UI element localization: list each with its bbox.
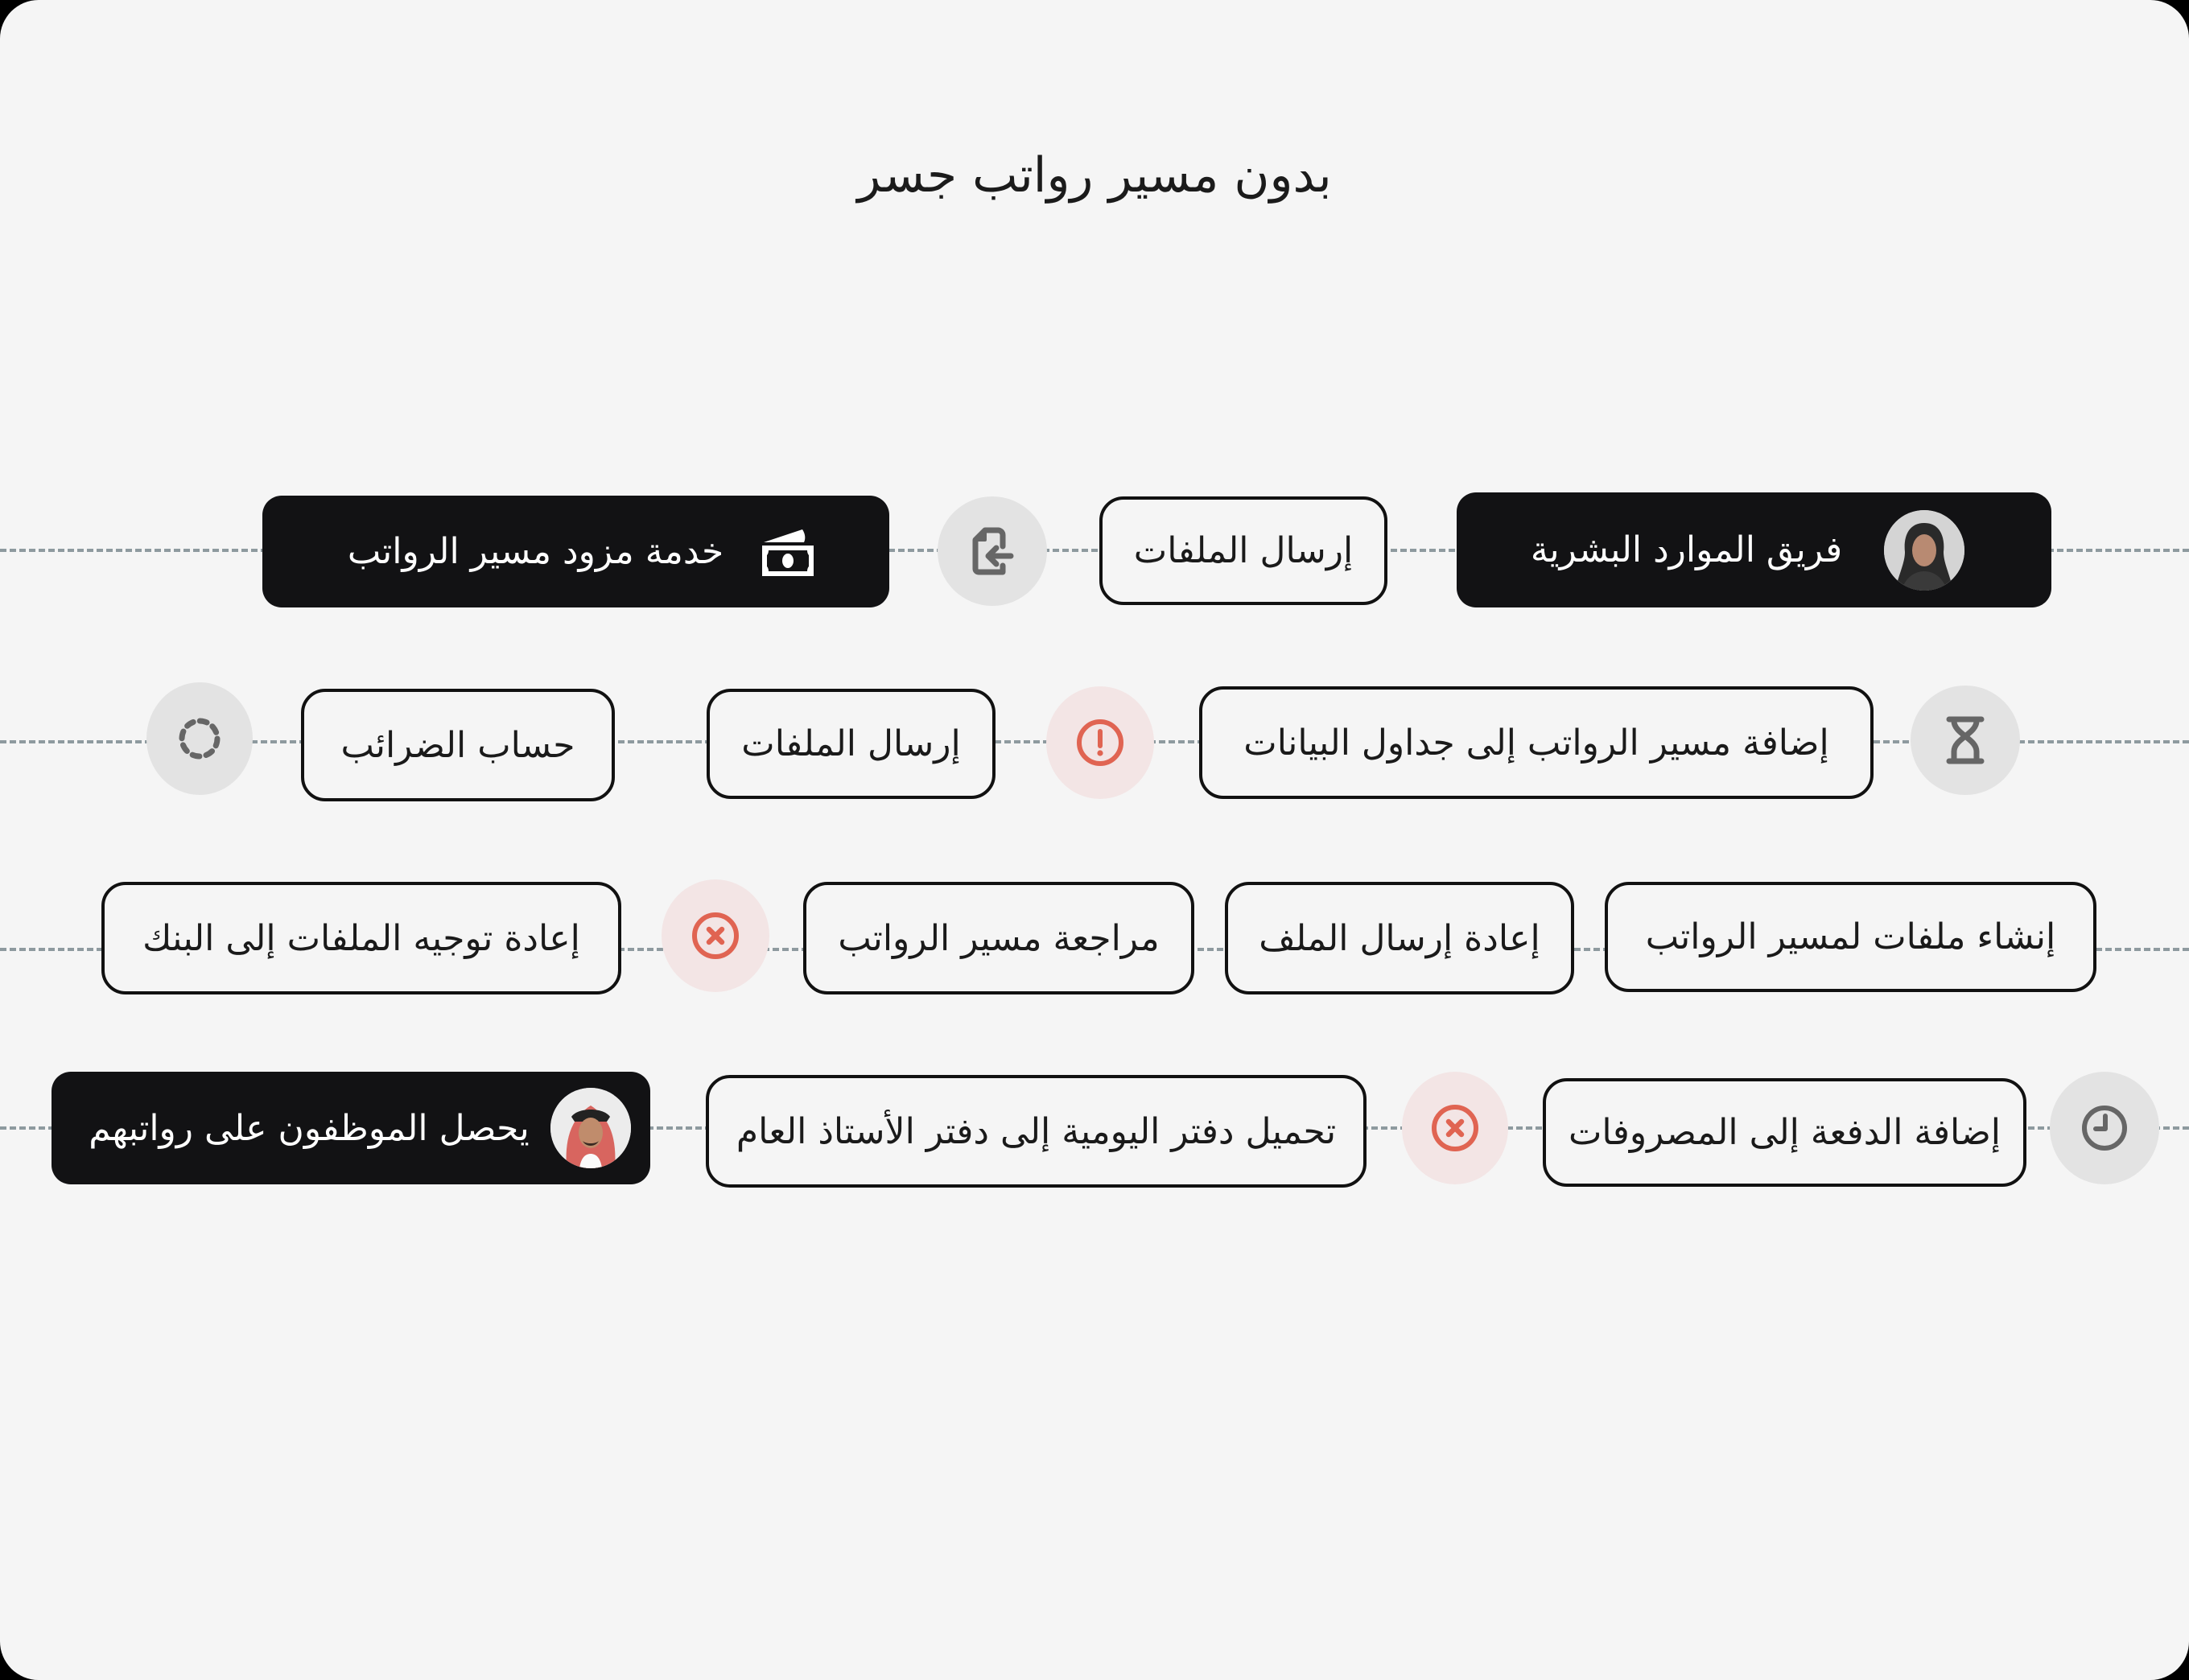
calculate-taxes-step [301, 689, 615, 801]
review-payroll-step [803, 882, 1194, 994]
redirect-files-to-bank-step [101, 882, 621, 994]
step-label: تحميل دفتر اليومية إلى دفتر الأستاذ العام [736, 1110, 1337, 1152]
step-label: حساب الضرائب [340, 724, 575, 766]
step-label: إضافة الدفعة إلى المصروفات [1568, 1112, 2001, 1153]
send-files-step-2 [707, 689, 996, 799]
x-circle-icon [1431, 1104, 1479, 1152]
add-payroll-to-spreadsheets-step [1199, 686, 1874, 799]
create-payroll-files-step [1605, 882, 2096, 992]
file-import-status [938, 496, 1047, 606]
upload-journal-to-ledger-step [706, 1075, 1367, 1188]
step-label: مراجعة مسير الرواتب [838, 917, 1160, 959]
x-circle-icon [691, 912, 740, 960]
file-import-icon [971, 527, 1014, 575]
loading-dashed-circle-icon [177, 716, 222, 761]
clock-icon [2080, 1104, 2129, 1152]
waiting-status [1911, 686, 2020, 795]
hr-team-label: فريق الموارد البشرية [1530, 529, 1843, 570]
diagram-title: بدون مسير رواتب جسر [857, 147, 1332, 204]
payroll-provider-label: خدمة مزود مسير الرواتب [347, 531, 724, 572]
scheduled-status [2050, 1072, 2159, 1184]
employees-paid-card [52, 1072, 650, 1184]
warning-status [1046, 686, 1154, 799]
step-label: إضافة مسير الرواتب إلى جداول البيانات [1243, 722, 1829, 764]
pending-status [146, 682, 253, 795]
error-status-row-4 [1402, 1072, 1508, 1184]
step-label: إعادة إرسال الملف [1259, 917, 1540, 959]
hr-team-card [1457, 492, 2051, 607]
error-status-row-3 [662, 879, 769, 992]
alert-circle-icon [1076, 719, 1124, 767]
step-label: إرسال الملفات [741, 723, 961, 764]
resend-file-step [1225, 882, 1574, 994]
add-payment-to-expenses-step [1543, 1078, 2026, 1187]
payroll-provider-card [262, 496, 889, 607]
avatar-man [550, 1088, 631, 1168]
money-icon [761, 526, 815, 578]
hourglass-icon [1946, 716, 1985, 764]
step-label: إرسال الملفات [1133, 530, 1354, 571]
avatar-woman [1884, 510, 1964, 591]
employees-paid-label: يحصل الموظفون على رواتبهم [89, 1107, 530, 1149]
send-files-step-1 [1099, 496, 1387, 605]
step-label: إنشاء ملفات لمسير الرواتب [1645, 916, 2056, 957]
step-label: إعادة توجيه الملفات إلى البنك [142, 917, 580, 959]
